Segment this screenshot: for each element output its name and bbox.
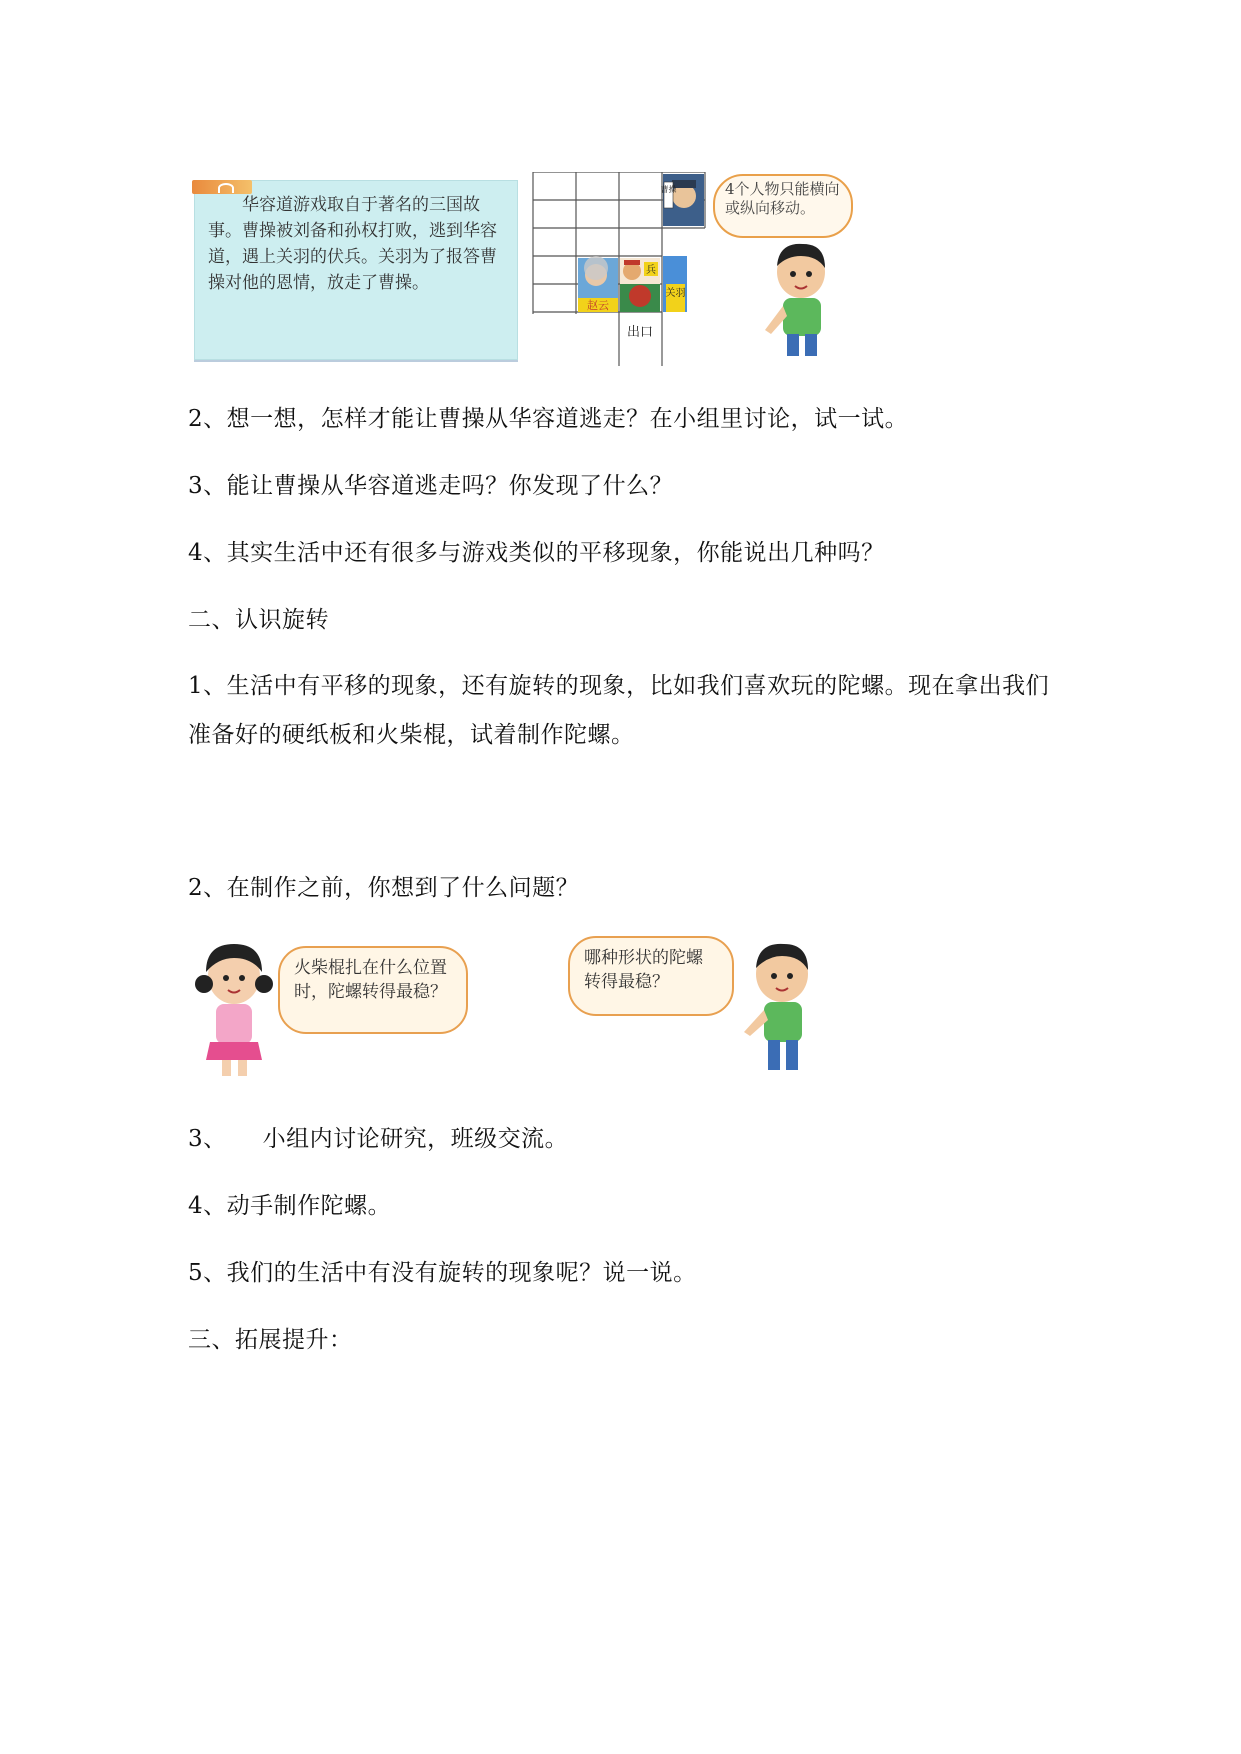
section-heading-rotation: 二、认识旋转 (188, 607, 329, 633)
section-heading-extension: 三、拓展提升： (188, 1327, 353, 1353)
girl-illustration (190, 932, 280, 1082)
huarongdao-grid (532, 172, 712, 366)
rotation-paragraph-3-number: 3、 (188, 1126, 227, 1152)
boy-illustration-2 (738, 932, 828, 1082)
exit-label: 出口 (626, 325, 654, 340)
rotation-paragraph-3 (188, 1114, 568, 1164)
huarongdao-figure (190, 172, 870, 366)
bing-label: 兵 (646, 265, 656, 276)
rotation-paragraph-3-text: 小组内讨论研究，班级交流。 (262, 1126, 569, 1152)
paragraph-4: 4、其实生活中还有很多与游戏类似的平移现象，你能说出几种吗？ (188, 540, 885, 566)
speech-bubble-movement: 4个人物只能横向或纵向移动。 (713, 174, 853, 238)
spinning-top-questions-figure (190, 932, 830, 1082)
zhaoyun-label: 赵云 (587, 299, 609, 312)
rotation-paragraph-2: 2、在制作之前，你想到了什么问题？ (188, 875, 580, 901)
paragraph-2: 2、想一想，怎样才能让曹操从华容道逃走？在小组里讨论，试一试。 (188, 406, 909, 432)
rotation-paragraph-4: 4、动手制作陀螺。 (188, 1193, 392, 1219)
rotation-paragraph-1: 1、生活中有平移的现象，还有旋转的现象，比如我们喜欢玩的陀螺。现在拿出我们准备好的硬纸板和火柴棍，试着制作陀螺。 (188, 673, 1050, 748)
guanyu-label: 关羽 (665, 288, 686, 299)
rotation-paragraph-5: 5、我们的生活中有没有旋转的现象呢？说一说。 (188, 1260, 697, 1286)
story-text: 华容道游戏取自于著名的三国故事。曹操被刘备和孙权打败，逃到华容道，遇上关羽的伏兵。关羽为了报答曹操对他的恩情，放走了曹操。 (208, 195, 497, 293)
story-box (194, 180, 518, 362)
boy-illustration (757, 234, 837, 362)
paragraph-3: 3、能让曹操从华容道逃走吗？你发现了什么？ (188, 473, 674, 499)
boy-speech-bubble: 哪种形状的陀螺转得最稳？ (568, 936, 734, 1016)
girl-speech-bubble: 火柴棍扎在什么位置时，陀螺转得最稳？ (278, 946, 468, 1034)
caocao-label: 曹操 (660, 185, 677, 194)
